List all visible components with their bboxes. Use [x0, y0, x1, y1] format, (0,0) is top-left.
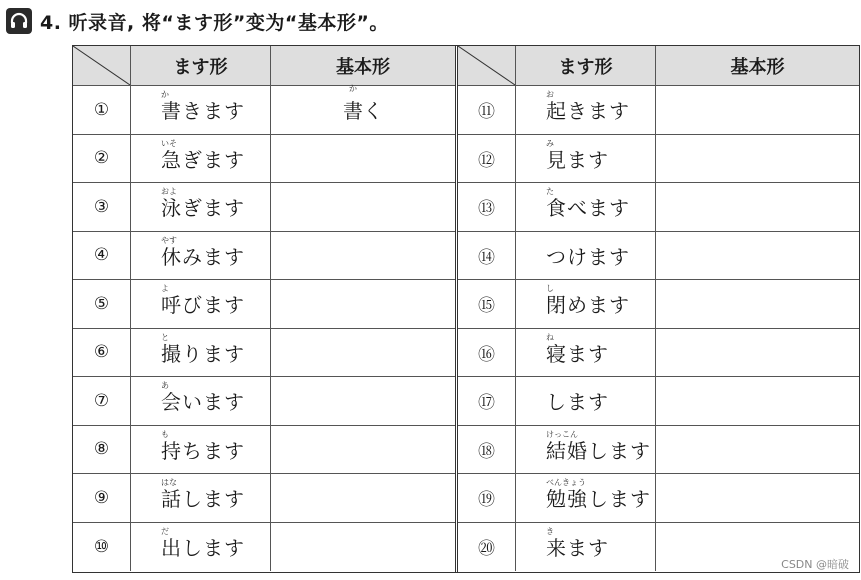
furigana: た: [546, 187, 554, 196]
basic-form-cell[interactable]: [656, 183, 859, 231]
masu-form: します: [546, 390, 609, 415]
masu-form-cell: [131, 377, 271, 425]
column-header-masu: ます形: [173, 56, 228, 78]
header-masu-cell: [516, 46, 656, 85]
furigana: はな: [161, 478, 177, 487]
column-header-kihon: 基本形: [730, 56, 785, 78]
masu-form-cell: [516, 232, 656, 280]
masu-form-cell: [516, 135, 656, 183]
row-number: ⑮: [478, 296, 495, 317]
masu-form: つけます: [546, 244, 630, 269]
table-row: [73, 329, 455, 378]
table-row: [458, 232, 859, 281]
table-row: [73, 523, 455, 572]
number-cell: [458, 329, 516, 377]
table-right-body: [458, 86, 859, 572]
table-row: [73, 426, 455, 475]
masu-form: 休みます: [161, 244, 245, 269]
table-row: [73, 86, 455, 135]
basic-form-cell[interactable]: [656, 86, 859, 134]
table-header-row: [73, 46, 455, 86]
number-cell: [458, 474, 516, 522]
furigana: やす: [161, 235, 177, 245]
basic-form-cell[interactable]: [656, 474, 859, 522]
table-row: [458, 377, 859, 426]
furigana: み: [546, 138, 554, 148]
masu-form: 起きます: [546, 99, 630, 124]
masu-form-cell: [516, 183, 656, 231]
masu-form-cell: [516, 86, 656, 134]
row-number: ⑭: [478, 247, 495, 268]
row-number: ⑪: [478, 102, 495, 123]
masu-form-cell: [516, 329, 656, 377]
row-number: ②: [93, 148, 110, 169]
masu-form: 食べます: [546, 196, 630, 221]
number-cell: [73, 135, 131, 183]
basic-form-cell[interactable]: [656, 329, 859, 377]
number-cell: [73, 329, 131, 377]
row-number: ⑯: [478, 344, 495, 365]
masu-form-cell: [131, 232, 271, 280]
masu-form-cell: [131, 280, 271, 328]
masu-form-cell: [131, 474, 271, 522]
masu-form-cell: [516, 280, 656, 328]
furigana: き: [546, 526, 554, 536]
conjugation-table: [72, 45, 860, 573]
number-cell: [458, 183, 516, 231]
masu-form: 書きます: [161, 99, 245, 124]
number-cell: [458, 135, 516, 183]
basic-form-cell[interactable]: [656, 232, 859, 280]
basic-form-cell[interactable]: [271, 86, 455, 134]
basic-form-cell[interactable]: [271, 523, 455, 572]
diagonal-line: [73, 46, 130, 85]
masu-form: 閉めます: [546, 293, 630, 318]
watermark: CSDN @暗破: [781, 558, 849, 571]
table-row: [458, 474, 859, 523]
table-row: [73, 183, 455, 232]
number-cell: [73, 474, 131, 522]
diagonal-line: [458, 46, 515, 85]
masu-form-cell: [131, 523, 271, 572]
column-header-kihon: 基本形: [336, 56, 390, 78]
basic-form-furigana: か: [349, 84, 357, 94]
exercise-title: 4. 听录音, 将“ます形”变为“基本形”。: [40, 11, 389, 34]
furigana: だ: [161, 526, 169, 536]
table-row: [73, 474, 455, 523]
number-cell: [73, 86, 131, 134]
row-number: ①: [93, 99, 110, 120]
masu-form-cell: [131, 183, 271, 231]
furigana: べんきょう: [546, 478, 586, 487]
number-cell: [73, 232, 131, 280]
table-row: [458, 86, 859, 135]
masu-form: 急ぎます: [161, 147, 245, 172]
masu-form: 話します: [161, 487, 245, 512]
row-number: ⑲: [478, 490, 495, 511]
basic-form-cell[interactable]: [271, 135, 455, 183]
masu-form: 会います: [161, 390, 245, 415]
row-number: ⑦: [93, 390, 110, 411]
masu-form-cell: [131, 86, 271, 134]
furigana: あ: [161, 381, 169, 390]
row-number: ⑳: [478, 539, 495, 560]
row-number: ⑩: [93, 536, 110, 557]
furigana: お: [546, 90, 554, 99]
row-number: ⑧: [93, 439, 110, 460]
table-row: [73, 232, 455, 281]
row-number: ⑤: [93, 293, 110, 314]
masu-form: 見ます: [546, 147, 609, 172]
row-number: ⑬: [478, 199, 495, 220]
basic-form-cell[interactable]: [656, 280, 859, 328]
furigana: けっこん: [546, 429, 578, 439]
headphone-icon: [6, 8, 32, 34]
number-cell: [73, 523, 131, 572]
header-corner-cell: [458, 46, 516, 85]
furigana: も: [161, 429, 169, 439]
row-number: ⑰: [478, 393, 495, 414]
furigana: いそ: [161, 138, 177, 148]
masu-form: 寝ます: [546, 341, 609, 366]
number-cell: [73, 426, 131, 474]
furigana: か: [161, 90, 169, 99]
basic-form-cell[interactable]: [271, 377, 455, 425]
table-header-row: [458, 46, 859, 86]
furigana: よ: [161, 284, 169, 293]
masu-form: 泳ぎます: [161, 196, 245, 221]
row-number: ④: [93, 245, 110, 266]
basic-form-cell[interactable]: [271, 426, 455, 474]
basic-form-cell[interactable]: [271, 474, 455, 522]
column-header-masu: ます形: [558, 56, 613, 78]
basic-form-cell[interactable]: [656, 135, 859, 183]
basic-form-cell[interactable]: [271, 183, 455, 231]
table-row: [73, 280, 455, 329]
basic-form-cell[interactable]: [271, 232, 455, 280]
row-number: ⑫: [478, 150, 495, 171]
row-number: ⑥: [93, 342, 110, 363]
masu-form-cell: [516, 426, 656, 474]
table-left-half: [73, 46, 458, 572]
table-row: [458, 135, 859, 184]
header-kihon-cell: [271, 46, 455, 85]
table-left-body: [73, 86, 455, 572]
basic-form-cell[interactable]: [656, 377, 859, 425]
furigana: し: [546, 284, 554, 293]
row-number: ⑱: [478, 441, 495, 462]
number-cell: [458, 426, 516, 474]
number-cell: [458, 377, 516, 425]
masu-form: 持ちます: [161, 438, 245, 463]
table-row: [458, 280, 859, 329]
number-cell: [458, 280, 516, 328]
furigana: ね: [546, 332, 554, 342]
furigana: およ: [161, 187, 177, 196]
header-masu-cell: [131, 46, 271, 85]
row-number: ⑨: [93, 487, 110, 508]
number-cell: [458, 232, 516, 280]
basic-form-cell[interactable]: [271, 329, 455, 377]
basic-form-cell[interactable]: [656, 426, 859, 474]
masu-form-cell: [131, 426, 271, 474]
masu-form-cell: [516, 377, 656, 425]
table-row: [458, 183, 859, 232]
masu-form-cell: [516, 474, 656, 522]
exercise-header: [6, 8, 389, 34]
masu-form-cell: [516, 523, 656, 572]
table-row: [458, 426, 859, 475]
table-row: [458, 329, 859, 378]
masu-form: 結婚します: [546, 438, 651, 463]
number-cell: [73, 377, 131, 425]
masu-form-cell: [131, 329, 271, 377]
header-corner-cell: [73, 46, 131, 85]
masu-form: 出します: [161, 536, 245, 561]
number-cell: [73, 183, 131, 231]
masu-form: 呼びます: [161, 293, 245, 318]
table-row: [73, 377, 455, 426]
number-cell: [73, 280, 131, 328]
masu-form: 撮ります: [161, 341, 245, 366]
row-number: ③: [93, 196, 110, 217]
number-cell: [458, 86, 516, 134]
number-cell: [458, 523, 516, 572]
table-row: [73, 135, 455, 184]
basic-form-cell[interactable]: [271, 280, 455, 328]
masu-form: 来ます: [546, 536, 609, 561]
header-kihon-cell: [656, 46, 859, 85]
basic-form: 書く か: [343, 84, 383, 124]
masu-form: 勉強します: [546, 487, 651, 512]
furigana: と: [161, 332, 169, 342]
table-right-half: [458, 46, 859, 572]
masu-form-cell: [131, 135, 271, 183]
